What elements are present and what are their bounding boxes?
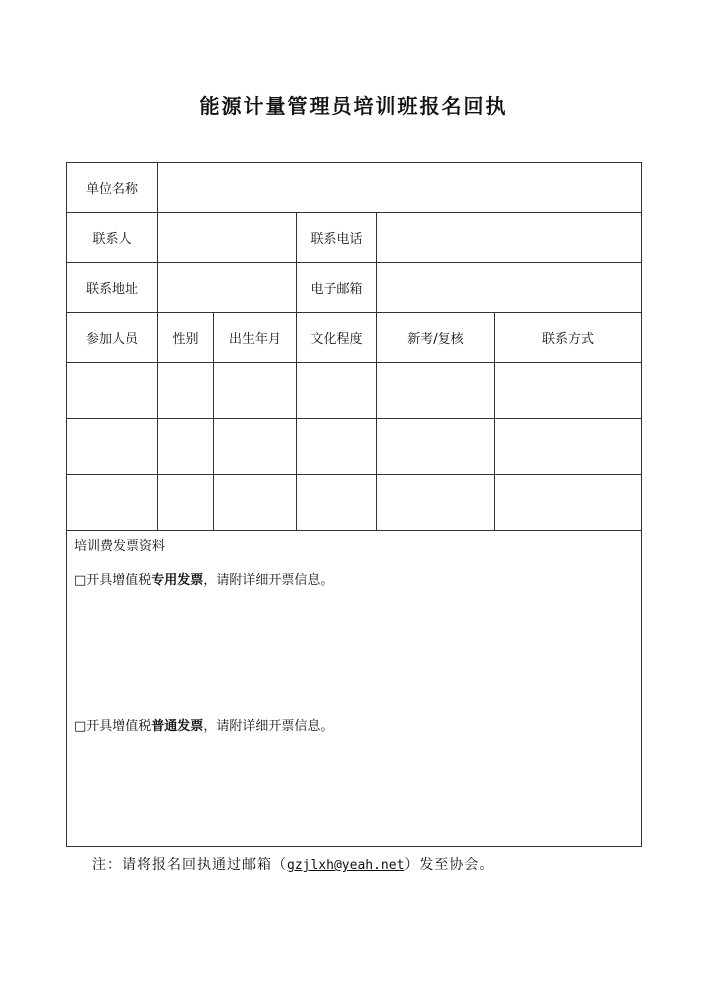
contact-person-field[interactable] bbox=[158, 213, 297, 263]
participant-row bbox=[67, 419, 642, 475]
participant-gender-cell[interactable] bbox=[158, 475, 214, 531]
unit-name-label: 单位名称 bbox=[67, 163, 158, 213]
footnote-email-link[interactable]: gzjlxh@yeah.net bbox=[287, 858, 405, 873]
participant-education-cell[interactable] bbox=[297, 419, 377, 475]
invoice-option-special-type: 专用发票 bbox=[151, 573, 204, 588]
contact-row bbox=[67, 213, 642, 263]
participant-contact-cell[interactable] bbox=[495, 419, 642, 475]
participant-row bbox=[67, 363, 642, 419]
participants-header-exam-type: 新考/复核 bbox=[377, 313, 495, 363]
participants-header-education: 文化程度 bbox=[297, 313, 377, 363]
participant-education-cell[interactable] bbox=[297, 475, 377, 531]
participants-header-gender: 性别 bbox=[158, 313, 214, 363]
invoice-row bbox=[67, 531, 642, 847]
invoice-option-general-type: 普通发票 bbox=[151, 719, 204, 734]
participant-birth-cell[interactable] bbox=[214, 363, 297, 419]
participant-name-cell[interactable] bbox=[67, 363, 158, 419]
participants-header-contact: 联系方式 bbox=[495, 313, 642, 363]
footnote-suffix: ）发至协会。 bbox=[404, 857, 495, 873]
participant-birth-cell[interactable] bbox=[214, 419, 297, 475]
participant-exam-type-cell[interactable] bbox=[377, 419, 495, 475]
participant-birth-cell[interactable] bbox=[214, 475, 297, 531]
address-row bbox=[67, 263, 642, 313]
email-label: 电子邮箱 bbox=[297, 263, 377, 313]
email-field[interactable] bbox=[377, 263, 642, 313]
participant-education-cell[interactable] bbox=[297, 363, 377, 419]
contact-phone-label: 联系电话 bbox=[297, 213, 377, 263]
participant-contact-cell[interactable] bbox=[495, 363, 642, 419]
participant-gender-cell[interactable] bbox=[158, 363, 214, 419]
contact-person-label: 联系人 bbox=[67, 213, 158, 263]
invoice-heading: 培训费发票资料 bbox=[74, 539, 166, 554]
invoice-section bbox=[67, 531, 642, 847]
participant-exam-type-cell[interactable] bbox=[377, 475, 495, 531]
participant-name-cell[interactable] bbox=[67, 419, 158, 475]
footnote bbox=[92, 854, 494, 874]
participant-contact-cell[interactable] bbox=[495, 475, 642, 531]
participant-exam-type-cell[interactable] bbox=[377, 363, 495, 419]
footnote-prefix: 注：请将报名回执通过邮箱（ bbox=[92, 857, 287, 873]
participant-name-cell[interactable] bbox=[67, 475, 158, 531]
participants-header-row bbox=[67, 313, 642, 363]
contact-phone-field[interactable] bbox=[377, 213, 642, 263]
participants-header-birth: 出生年月 bbox=[214, 313, 297, 363]
invoice-option-general[interactable] bbox=[74, 715, 333, 734]
unit-name-field[interactable] bbox=[158, 163, 642, 213]
participant-row bbox=[67, 475, 642, 531]
invoice-option-general-prefix: □开具增值税 bbox=[74, 719, 152, 734]
unit-name-row bbox=[67, 163, 642, 213]
contact-address-field[interactable] bbox=[158, 263, 297, 313]
page-title: 能源计量管理员培训班报名回执 bbox=[199, 94, 508, 118]
invoice-option-special[interactable] bbox=[74, 569, 333, 588]
participant-gender-cell[interactable] bbox=[158, 419, 214, 475]
invoice-option-special-prefix: □开具增值税 bbox=[74, 573, 152, 588]
registration-form-table bbox=[66, 162, 642, 847]
invoice-option-special-suffix: ，请附详细开票信息。 bbox=[203, 573, 334, 588]
contact-address-label: 联系地址 bbox=[67, 263, 158, 313]
invoice-option-general-suffix: ，请附详细开票信息。 bbox=[203, 719, 334, 734]
participants-header-name: 参加人员 bbox=[67, 313, 158, 363]
